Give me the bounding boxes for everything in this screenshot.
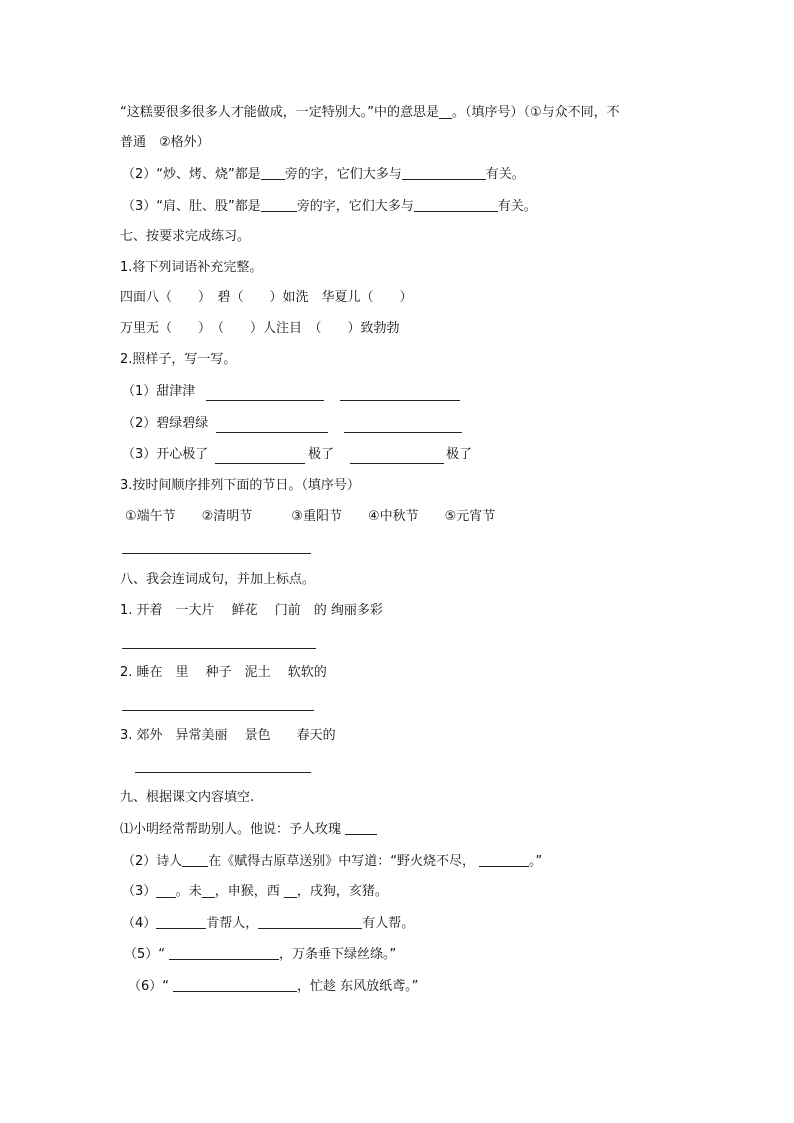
question-text: 旁的字，它们大多与 bbox=[296, 199, 414, 214]
answer-line[interactable] bbox=[216, 432, 328, 433]
answer-blank[interactable] bbox=[261, 197, 297, 212]
answer-line[interactable] bbox=[122, 553, 311, 554]
answer-line[interactable] bbox=[344, 432, 462, 433]
question-line bbox=[120, 477, 360, 495]
sentence-words bbox=[120, 602, 383, 620]
answer-blank[interactable] bbox=[402, 165, 486, 180]
fill-text: 在《赋得古原草送别》中写道：“野火烧不尽， bbox=[208, 854, 476, 869]
answer-line[interactable] bbox=[215, 463, 305, 464]
question-text: （2）“炒、烤、烧”都是 bbox=[122, 167, 261, 182]
answer-blank[interactable] bbox=[479, 852, 529, 867]
fill-text: （2）诗人 bbox=[122, 854, 183, 869]
example-text: 极了 bbox=[446, 447, 473, 462]
question-line bbox=[120, 351, 236, 369]
question-line bbox=[122, 165, 525, 184]
section-heading-text: 七、按要求完成练习。 bbox=[120, 229, 251, 244]
section-heading bbox=[120, 789, 254, 807]
answer-blank[interactable] bbox=[169, 945, 279, 960]
fill-text: 有人帮。 bbox=[362, 916, 415, 931]
question-text: “这糕要很多很多人才能做成，一定特别大。”中的意思是__。（填序号）（①与众不同，不 bbox=[120, 105, 620, 120]
question-text: 旁的字，它们大多与 bbox=[284, 167, 402, 182]
question-line bbox=[120, 259, 262, 277]
question-text: 2.照样子，写一写。 bbox=[120, 352, 237, 367]
answer-blank[interactable] bbox=[414, 197, 498, 212]
question-text: 3.按时间顺序排列下面的节日。（填序号） bbox=[120, 478, 360, 493]
idiom-text: 四面八（ ） 碧（ ）如洗 华夏儿（ ） bbox=[120, 290, 413, 305]
idiom-line bbox=[120, 289, 413, 307]
answer-line[interactable] bbox=[122, 648, 316, 649]
fill-text: （5）“ bbox=[124, 947, 166, 962]
answer-blank[interactable] bbox=[345, 820, 377, 835]
fill-text: ⑴小明经常帮助别人。他说：予人玫瑰 bbox=[120, 822, 342, 837]
example-line bbox=[122, 383, 195, 401]
fill-line bbox=[122, 852, 542, 871]
answer-line[interactable] bbox=[350, 463, 444, 464]
fill-text: ，忙趁 东风放纸鸢。” bbox=[297, 979, 419, 994]
answer-line[interactable] bbox=[206, 400, 324, 401]
answer-line[interactable] bbox=[340, 400, 460, 401]
fill-text: 。” bbox=[529, 854, 543, 869]
answer-line[interactable] bbox=[122, 710, 314, 711]
answer-blank[interactable] bbox=[261, 165, 285, 180]
fill-text: （6）“ bbox=[128, 979, 170, 994]
fill-line bbox=[122, 883, 388, 901]
example-line bbox=[122, 446, 208, 464]
festival-text: ①端午节 ②清明节 ③重阳节 ④中秋节 ⑤元宵节 bbox=[125, 509, 496, 524]
example-text: （2）碧绿碧绿 bbox=[122, 416, 209, 431]
question-text: 1.将下列词语补充完整。 bbox=[120, 260, 263, 275]
fill-text: （4） bbox=[122, 916, 157, 931]
question-text: 有关。 bbox=[485, 167, 525, 182]
section-heading-text: 八、我会连词成句，并加上标点。 bbox=[120, 572, 316, 587]
example-line bbox=[122, 415, 208, 433]
section-heading bbox=[120, 571, 315, 589]
example-text: 极了 bbox=[308, 447, 335, 462]
sentence-words-text: 2. 睡在 里 种子 泥土 软软的 bbox=[120, 665, 327, 680]
question-line bbox=[122, 197, 537, 216]
answer-blank[interactable] bbox=[156, 914, 206, 929]
idiom-line bbox=[120, 320, 400, 338]
answer-line[interactable] bbox=[135, 772, 311, 773]
question-line bbox=[120, 134, 210, 152]
fill-text: （3）___。未__，申猴，西 __，戌狗，亥猪。 bbox=[122, 884, 388, 899]
sentence-words bbox=[120, 664, 327, 682]
question-text: 有关。 bbox=[497, 199, 537, 214]
answer-blank[interactable] bbox=[173, 977, 297, 992]
fill-line bbox=[128, 977, 418, 996]
answer-blank[interactable] bbox=[258, 914, 362, 929]
fill-line bbox=[120, 820, 377, 839]
question-text: （3）“肩、肚、股”都是 bbox=[122, 199, 261, 214]
answer-blank[interactable] bbox=[182, 852, 208, 867]
fill-line bbox=[122, 914, 414, 933]
section-heading bbox=[120, 228, 250, 246]
example-text: （3）开心极了 bbox=[122, 447, 209, 462]
idiom-text: 万里无（ ） （ ）人注目 （ ）致勃勃 bbox=[120, 321, 400, 336]
example-line bbox=[446, 446, 472, 464]
question-text: 普通 ②格外） bbox=[120, 135, 210, 150]
festival-list bbox=[125, 508, 495, 526]
section-heading-text: 九、根据课文内容填空. bbox=[120, 790, 255, 805]
sentence-words-text: 3. 郊外 异常美丽 景色 春天的 bbox=[120, 728, 336, 743]
sentence-words-text: 1. 开着 一大片 鲜花 门前 的 绚丽多彩 bbox=[120, 603, 383, 618]
example-text: （1）甜津津 bbox=[122, 384, 196, 399]
fill-line bbox=[124, 945, 396, 964]
sentence-words bbox=[120, 727, 336, 745]
question-line bbox=[120, 104, 620, 122]
fill-text: 肯帮人， bbox=[206, 916, 259, 931]
example-line bbox=[308, 446, 334, 464]
fill-text: ，万条垂下绿丝绦。” bbox=[279, 947, 397, 962]
